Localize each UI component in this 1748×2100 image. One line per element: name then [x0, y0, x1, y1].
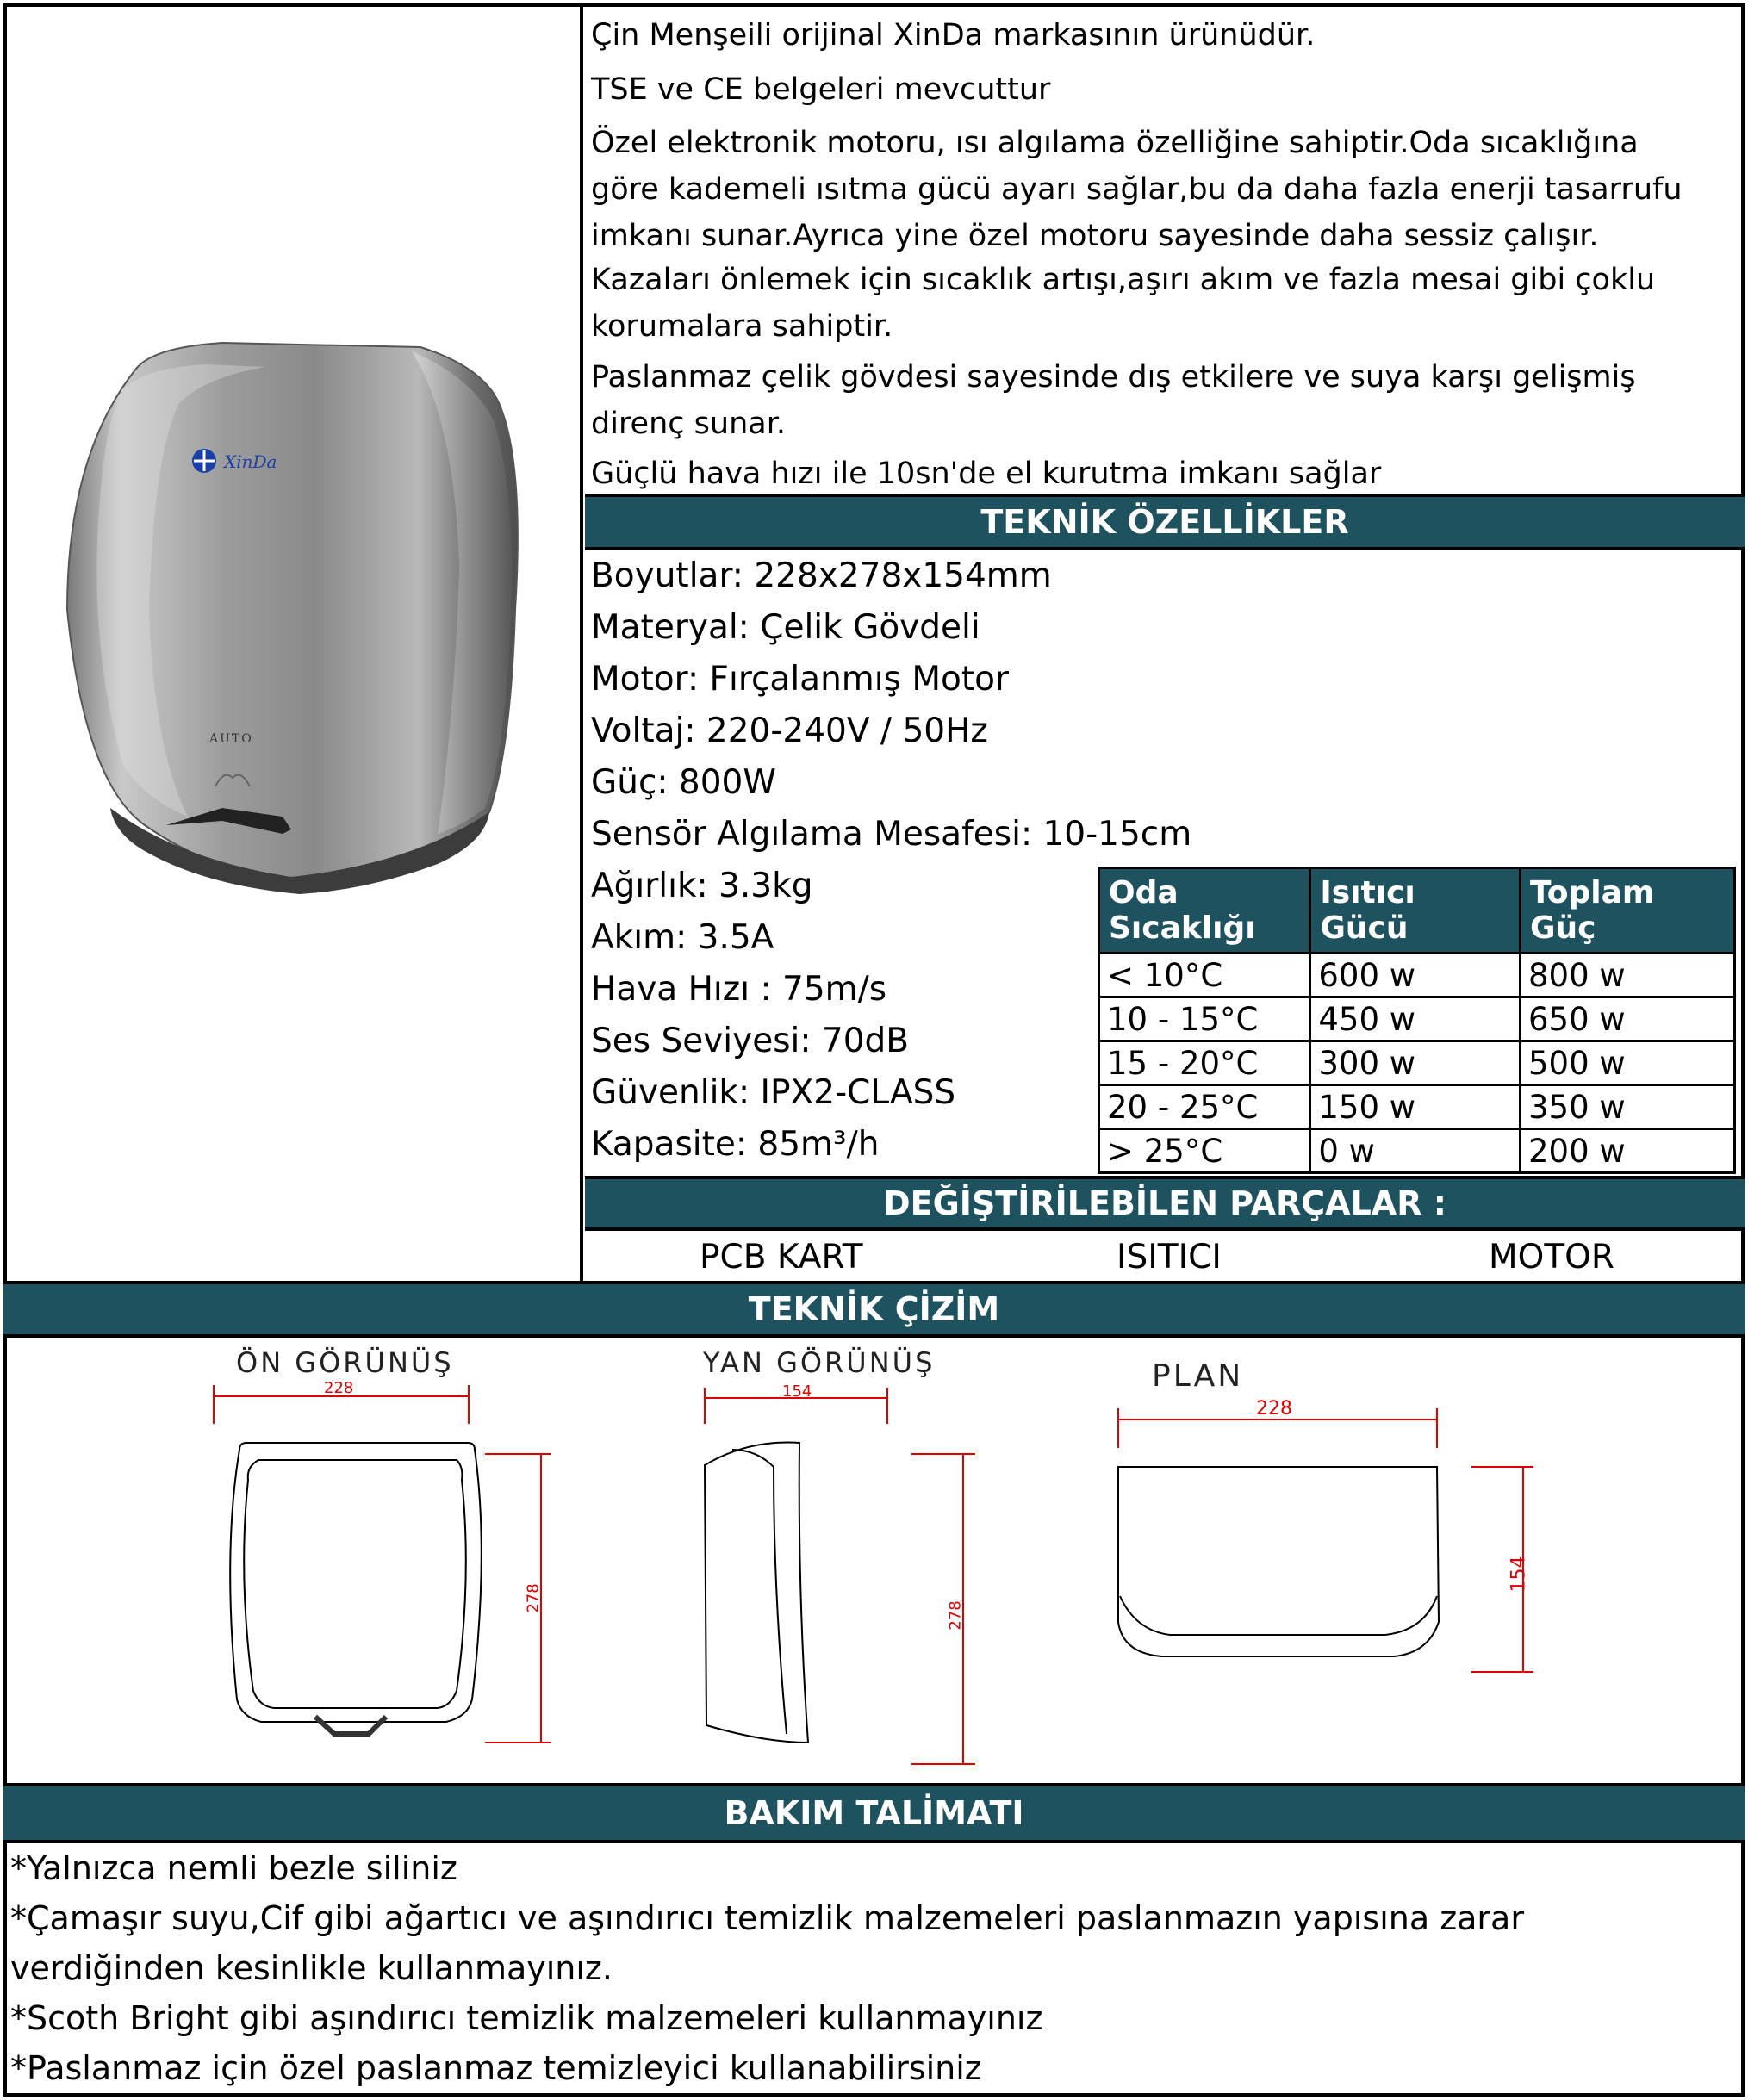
description-line: Paslanmaz çelik gövdesi sayesinde dış etkilere ve suya karşı gelişmiş direnç sunar.	[591, 360, 1636, 441]
table-header-row	[1099, 868, 1735, 954]
table-cell: 600 w	[1310, 954, 1521, 997]
side-view	[705, 1443, 808, 1743]
table-row	[1099, 954, 1735, 997]
side-width-label: 154	[782, 1382, 812, 1401]
table-row	[1099, 1041, 1735, 1085]
front-dimensions	[214, 1385, 551, 1743]
table-row	[1099, 997, 1735, 1041]
drawing-area	[7, 1338, 1741, 1783]
care-header: BAKIM TALİMATI	[3, 1783, 1745, 1843]
table-cell: 350 w	[1521, 1085, 1735, 1129]
plan-width-label: 228	[1256, 1398, 1292, 1420]
front-height-label: 278	[524, 1583, 543, 1613]
spec-item: Sensör Algılama Mesafesi: 10-15cm	[591, 815, 1192, 854]
table-cell: 200 w	[1521, 1129, 1735, 1173]
spec-item: Motor: Fırçalanmış Motor	[591, 660, 1010, 699]
table-cell: 150 w	[1310, 1085, 1521, 1129]
spec-item: Voltaj: 220-240V / 50Hz	[591, 711, 988, 750]
description-line: TSE ve CE belgeleri mevcuttur	[591, 72, 1051, 107]
spec-item: Materyal: Çelik Gövdeli	[591, 608, 980, 647]
care-item: *Yalnızca nemli bezle siliniz	[10, 1849, 457, 1887]
table-cell: 0 w	[1310, 1129, 1521, 1173]
plan-view-title: PLAN	[1152, 1358, 1244, 1394]
care-item: *Çamaşır suyu,Cif gibi ağartıcı ve aşındırıcı temizlik malzemeleri paslanmazın yapısına zarar verdiğinden kesinlikle kullanmayınız.	[10, 1899, 1524, 1987]
description-line: Çin Menşeili orijinal XinDa markasının ürünüdür.	[591, 18, 1316, 53]
plan-height-label: 154	[1508, 1556, 1530, 1593]
hand-symbol-icon	[207, 761, 258, 795]
technical-drawing	[7, 1338, 1741, 1783]
table-row	[1099, 1129, 1735, 1173]
part-item: MOTOR	[1489, 1238, 1614, 1277]
table-cell: 800 w	[1521, 954, 1735, 997]
table-cell: 300 w	[1310, 1041, 1521, 1085]
spec-item: Boyutlar: 228x278x154mm	[591, 556, 1052, 595]
tech-specs-header: TEKNİK ÖZELLİKLER	[585, 494, 1745, 550]
spec-item: Güvenlik: IPX2-CLASS	[591, 1073, 956, 1112]
spec-item: Akım: 3.5A	[591, 918, 774, 957]
brand-logo	[190, 446, 284, 475]
brand-logo-text: XinDa	[224, 451, 277, 472]
description-line: Güçlü hava hızı ile 10sn'de el kurutma imkanı sağlar	[591, 457, 1382, 491]
front-view-title: ÖN GÖRÜNÜŞ	[236, 1346, 454, 1379]
column-header: Oda Sıcaklığı	[1099, 868, 1310, 954]
care-item: *Scoth Bright gibi aşındırıcı temizlik malzemeleri kullanmayınız	[10, 1999, 1043, 2037]
description-line: Kazaları önlemek için sıcaklık artışı,aşırı akım ve fazla mesai gibi çoklu korumalara sahiptir.	[591, 263, 1656, 344]
heater-power-table	[1098, 867, 1736, 1174]
side-dimensions	[705, 1388, 975, 1764]
part-item: ISITICI	[1117, 1238, 1222, 1277]
table-cell: 650 w	[1521, 997, 1735, 1041]
column-header: Isıtıcı Gücü	[1310, 868, 1521, 954]
front-width-label: 228	[324, 1379, 354, 1397]
side-view-title: YAN GÖRÜNÜŞ	[703, 1346, 936, 1379]
hand-dryer-photo	[7, 7, 583, 1281]
auto-label: AUTO	[209, 732, 253, 746]
table-cell: 450 w	[1310, 997, 1521, 1041]
care-instructions	[10, 1843, 1733, 2093]
plan-view	[1118, 1467, 1439, 1656]
table-cell: 500 w	[1521, 1041, 1735, 1085]
table-cell: 20 - 25°C	[1099, 1085, 1310, 1129]
part-item: PCB KART	[700, 1238, 863, 1277]
table-cell: 15 - 20°C	[1099, 1041, 1310, 1085]
spec-item: Hava Hızı : 75m/s	[591, 970, 887, 1009]
drawing-header: TEKNİK ÇİZİM	[3, 1281, 1745, 1338]
table-row	[1099, 1085, 1735, 1129]
care-item: *Paslanmaz için özel paslanmaz temizleyici kullanabilirsiniz	[10, 2049, 982, 2087]
parts-header: DEĞİŞTİRİLEBİLEN PARÇALAR :	[585, 1176, 1745, 1231]
front-view	[230, 1443, 482, 1734]
side-height-label: 278	[946, 1600, 965, 1631]
column-header: Toplam Güç	[1521, 868, 1735, 954]
table-cell: 10 - 15°C	[1099, 997, 1310, 1041]
spec-item: Ses Seviyesi: 70dB	[591, 1022, 910, 1060]
spec-item: Ağırlık: 3.3kg	[591, 867, 813, 905]
table-cell: < 10°C	[1099, 954, 1310, 997]
plan-dimensions	[1118, 1408, 1533, 1672]
brand-logo-icon	[190, 446, 219, 475]
description-line: Özel elektronik motoru, ısı algılama özelliğine sahiptir.Oda sıcaklığına göre kademeli ısıtma gücü ayarı sağlar,bu da daha fazla enerji tasarrufu imkanı sunar.Ayrıca yine özel motoru sayesinde daha sessiz çalışır.	[591, 126, 1683, 253]
product-image-cell	[7, 7, 583, 1281]
spec-item: Güç: 800W	[591, 763, 776, 802]
description-block	[591, 7, 1737, 494]
spec-item: Kapasite: 85m³/h	[591, 1125, 880, 1164]
table-cell: > 25°C	[1099, 1129, 1310, 1173]
